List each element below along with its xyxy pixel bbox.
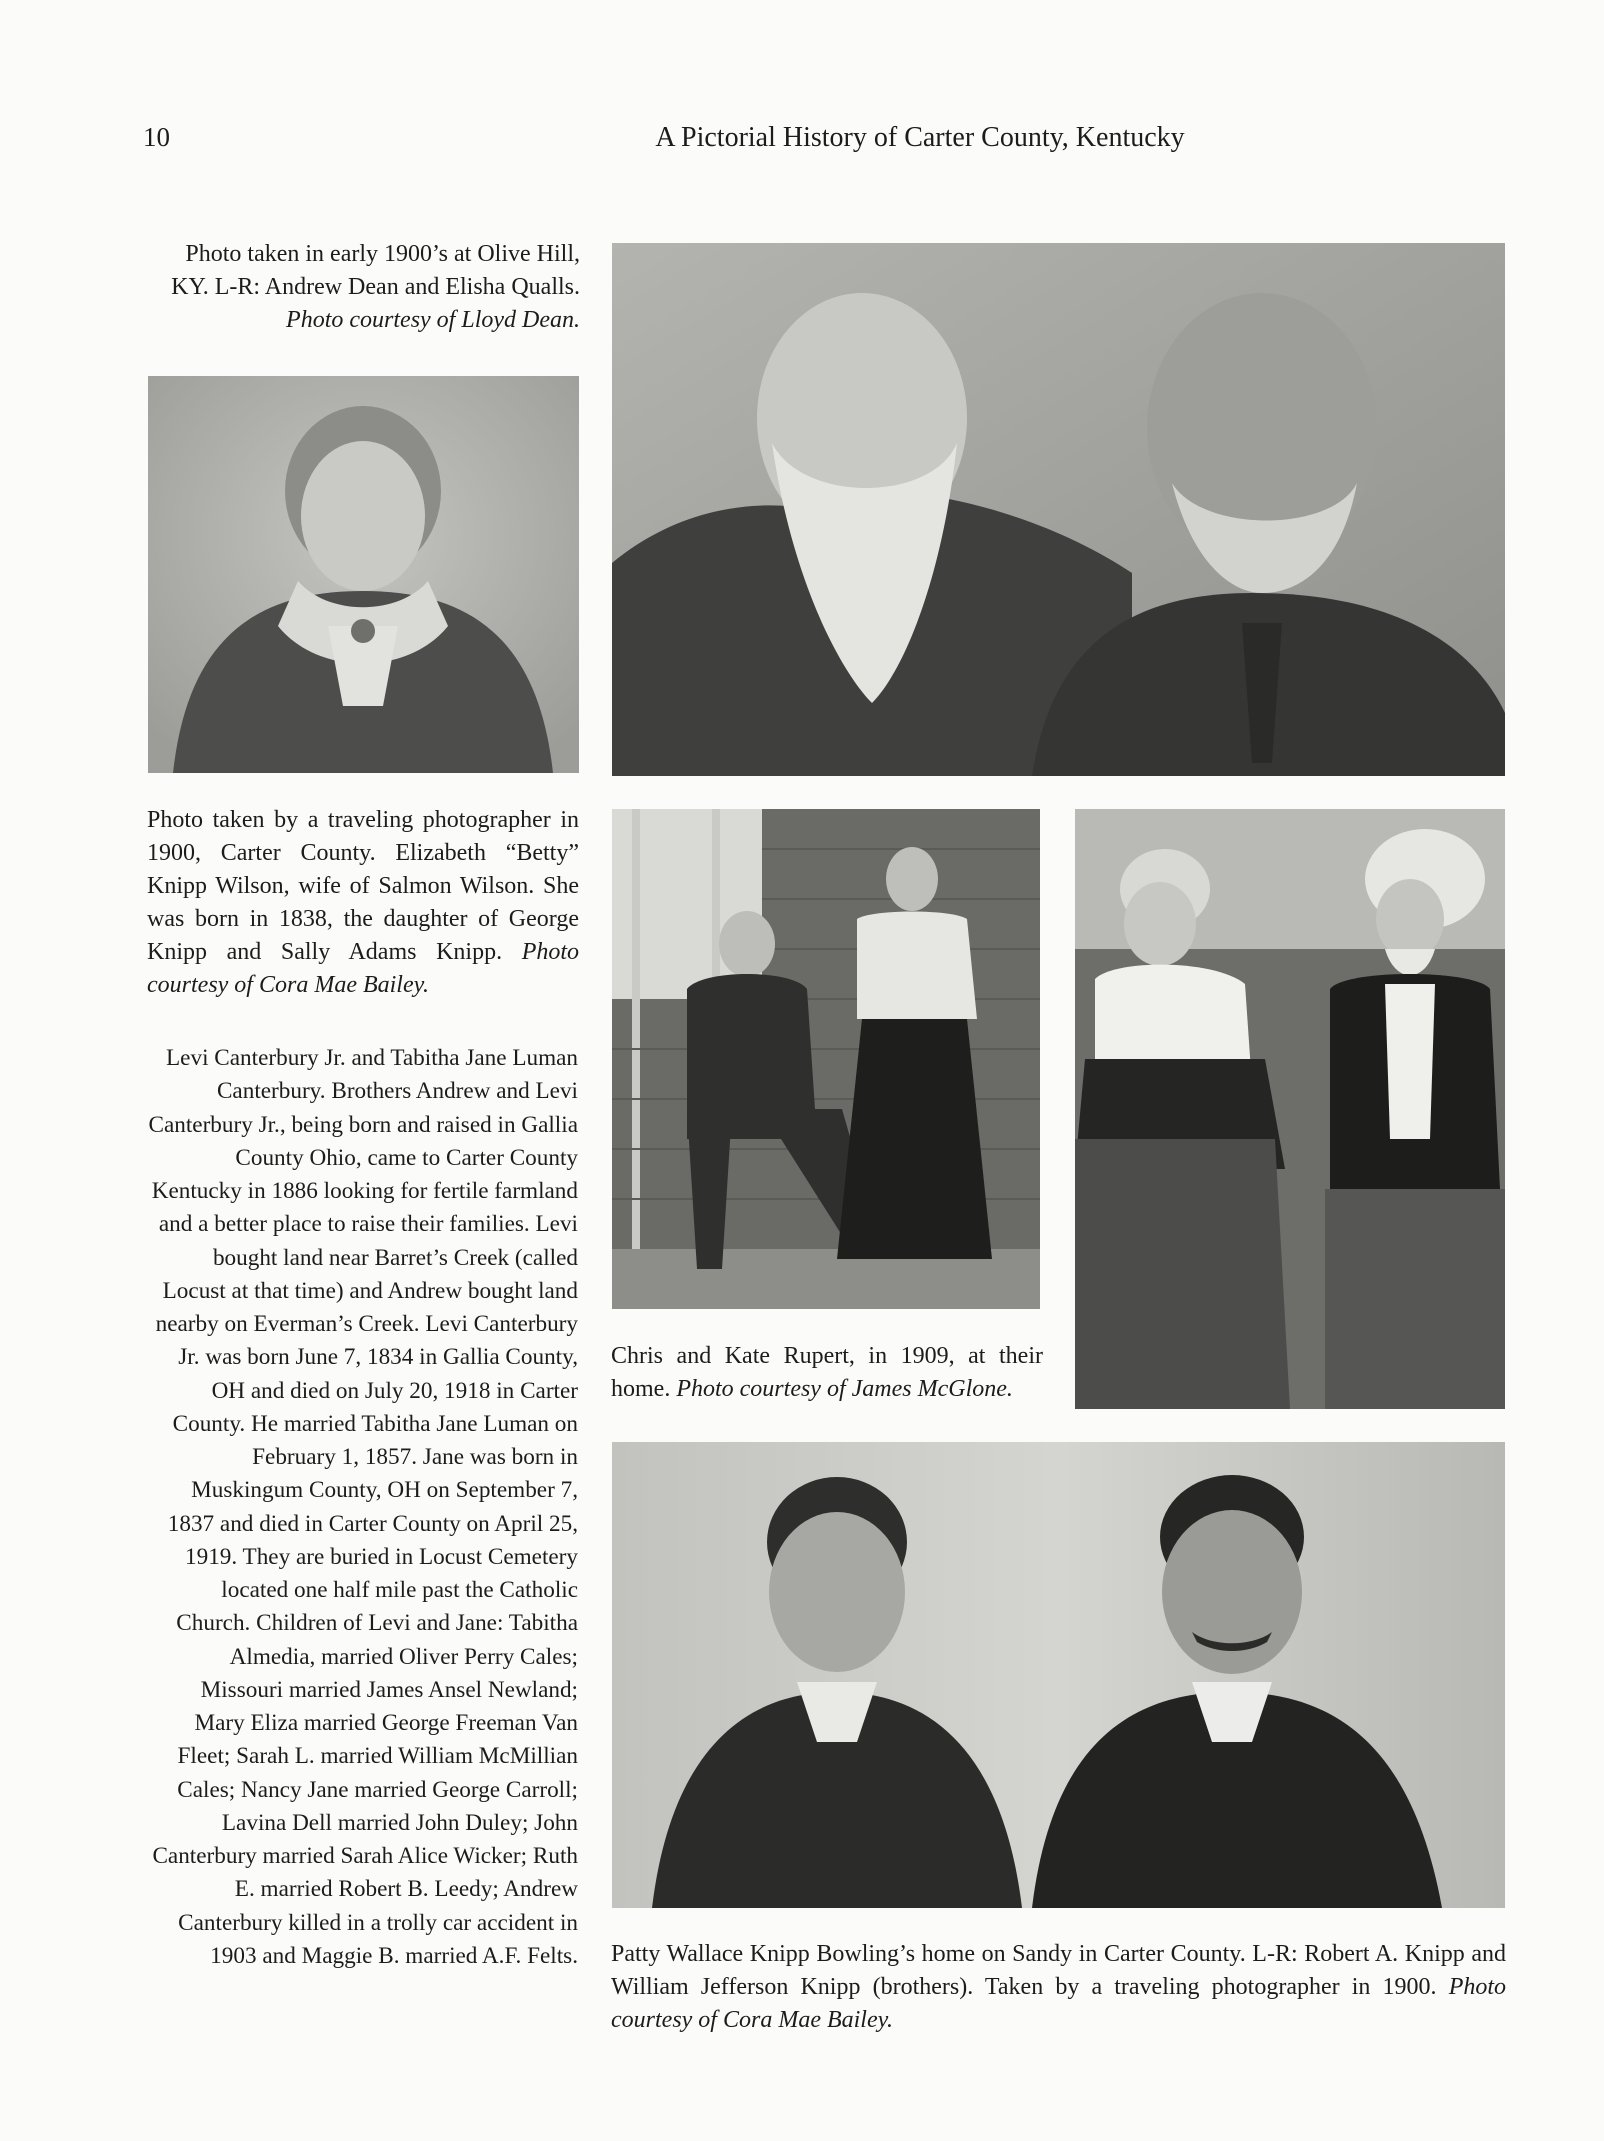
photo-knipp-brothers [612, 1442, 1505, 1908]
photo-levi-tabitha-canterbury [1075, 809, 1505, 1409]
caption-rupert [611, 1340, 1043, 1406]
caption-dean-qualls [150, 238, 580, 337]
photo-rupert [612, 809, 1040, 1309]
caption-betty-wilson-text: Photo taken by a traveling photographer in 1900, Carter County. Elizabeth “Betty” Knipp Wilson, wife of Salmon Wilson. She was born in 1838, the daughter of George Knipp and Sally Adams Knipp. [147, 807, 579, 965]
article-levi-canterbury: Levi Canterbury Jr. and Tabitha Jane Luman Canterbury. Brothers Andrew and Levi Canterbury Jr., being born and raised in Gallia County Ohio, came to Carter County Kentucky in 1886 looking for fertile farmland and a better place to raise their families. Levi bought land near Barret’s Creek (called Locust at that time) and Andrew bought land nearby on Everman’s Creek. Levi Canterbury Jr. was born June 7, 1834 in Gallia County, OH and died on July 20, 1918 in Carter County. He married Tabitha Jane Luman on February 1, 1857. Jane was born in Muskingum County, OH on September 7, 1837 and died in Carter County on April 25, 1919. They are buried in Locust Cemetery located one half mile past the Catholic Church. Children of Levi and Jane: Tabitha Almedia, married Oliver Perry Cales; Missouri married James Ansel Newland; Mary Eliza married George Freeman Van Fleet; Sarah L. married William McMillian Cales; Nancy Jane married George Carroll; Lavina Dell married John Duley; John Canterbury married Sarah Alice Wicker; Ruth E. married Robert B. Leedy; Andrew Canterbury killed in a trolly car accident in 1903 and Maggie B. married A.F. Felts. [148, 1045, 578, 1969]
photo-dean-qualls [612, 243, 1505, 776]
caption-rupert-credit: Photo courtesy of James McGlone. [676, 1376, 1013, 1402]
running-head: A Pictorial History of Carter County, Kentucky [655, 122, 1185, 153]
caption-knipp-brothers [611, 1938, 1506, 2037]
caption-knipp-brothers-credit: Photo courtesy of Cora Mae Bailey. [611, 1974, 1507, 2033]
page-number: 10 [143, 122, 170, 152]
caption-betty-wilson-credit: Photo courtesy of Cora Mae Bailey. [147, 939, 580, 998]
caption-rupert-text: Chris and Kate Rupert, in 1909, at their home. [611, 1343, 1043, 1402]
caption-knipp-brothers-text: Patty Wallace Knipp Bowling’s home on Sandy in Carter County. L-R: Robert A. Knipp and William Jefferson Knipp (brothers). Taken by a traveling photographer in 1900. [611, 1941, 1506, 2000]
photo-betty-wilson [148, 376, 579, 773]
caption-dean-qualls-text: Photo taken in early 1900’s at Olive Hill, KY. L-R: Andrew Dean and Elisha Qualls. [171, 241, 580, 300]
caption-betty-wilson [147, 804, 579, 1002]
caption-dean-qualls-credit: Photo courtesy of Lloyd Dean. [286, 307, 580, 333]
